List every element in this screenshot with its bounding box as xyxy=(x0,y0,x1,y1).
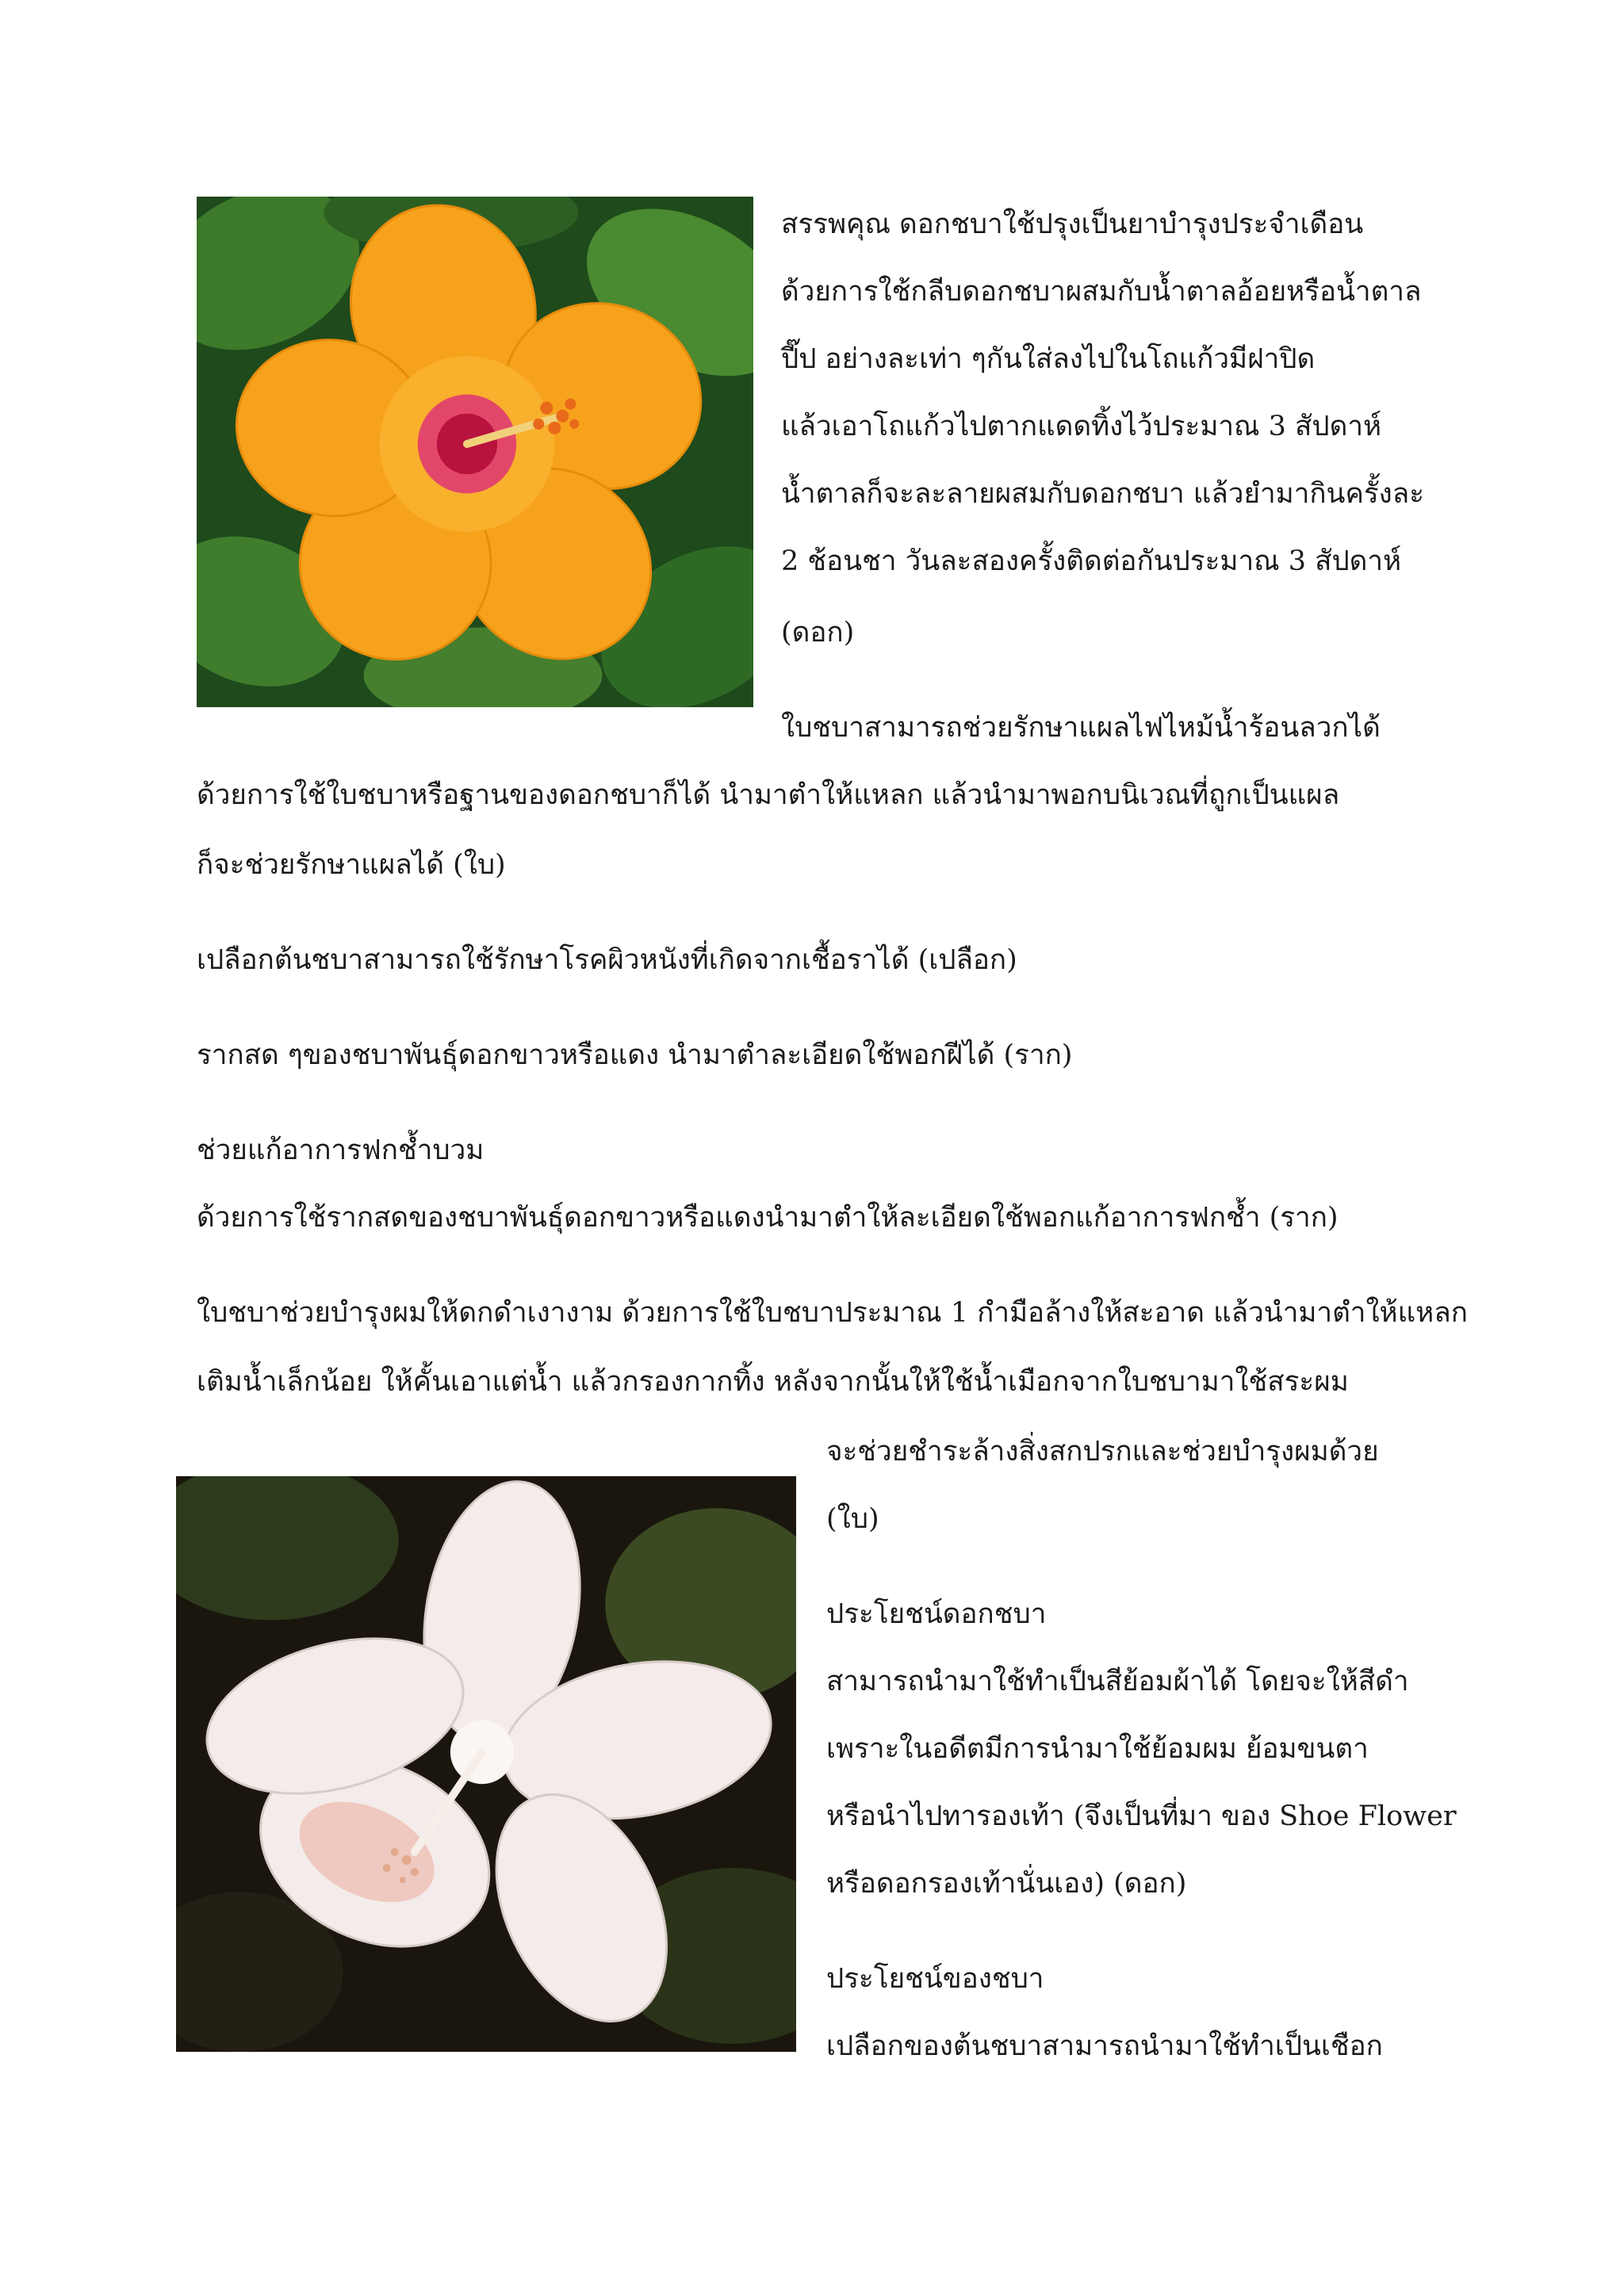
text-line: 2 ช้อนชา วันละสองครั้งติดต่อกันประมาณ 3 สัปดาห์ xyxy=(781,545,1402,577)
text-line: จะช่วยชำระล้างสิ่งสกปรกและช่วยบำรุงผมด้วย xyxy=(826,1436,1379,1468)
text-line: สรรพคุณ ดอกชบาใช้ปรุงเป็นยาบำรุงประจำเดือน xyxy=(781,209,1364,240)
text-line: เพราะในอดีตมีการนำมาใช้ย้อมผม ย้อมขนตา xyxy=(826,1733,1369,1765)
text-line: หรือดอกรองเท้านั่นเอง) (ดอก) xyxy=(826,1868,1187,1900)
text-line: เติมน้ำเล็กน้อย ให้คั้นเอาแต่น้ำ แล้วกรองกากทิ้ง หลังจากนั้นให้ใช้น้ำเมือกจากใบชบามาใช้สระผม xyxy=(197,1366,1349,1398)
text-line: แล้วเอาโถแก้วไปตากแดดทิ้งไว้ประมาณ 3 สัปดาห์ xyxy=(781,411,1382,442)
text-line: ประโยชน์ของชบา xyxy=(826,1963,1044,1995)
text-line: (ใบ) xyxy=(826,1503,879,1535)
text-line: ใบชบาสามารถช่วยรักษาแผลไฟไหม้น้ำร้อนลวกได้ xyxy=(781,712,1381,744)
text-line: สามารถนำมาใช้ทำเป็นสีย้อมผ้าได้ โดยจะให้สีดำ xyxy=(826,1666,1409,1697)
text-line: ด้วยการใช้รากสดของชบาพันธุ์ดอกขาวหรือแดงนำมาตำให้ละเอียดใช้พอกแก้อาการฟกช้ำ (ราก) xyxy=(197,1202,1339,1234)
text-line: ปี๊ป อย่างละเท่า ๆกันใส่ลงไปในโถแก้วมีฝาปิด xyxy=(781,343,1316,375)
text-line: รากสด ๆของชบาพันธุ์ดอกขาวหรือแดง นำมาตำละเอียดใช้พอกฝีได้ (ราก) xyxy=(197,1039,1073,1071)
text-line: เปลือกต้นชบาสามารถใช้รักษาโรคผิวหนังที่เกิดจากเชื้อราได้ (เปลือก) xyxy=(197,944,1017,976)
text-line: ประโยชน์ดอกชบา xyxy=(826,1598,1047,1630)
text-line: ก็จะช่วยรักษาแผลได้ (ใบ) xyxy=(197,849,506,881)
text-line: เปลือกของต้นชบาสามารถนำมาใช้ทำเป็นเชือก xyxy=(826,2030,1383,2062)
white-hibiscus-photo xyxy=(176,1476,796,2052)
text-line: หรือนำไปทารองเท้า (จึงเป็นที่มา ของ Shoe Flower xyxy=(826,1800,1457,1832)
text-line: (ดอก) xyxy=(781,617,855,649)
text-line: ใบชบาช่วยบำรุงผมให้ดกดำเงางาม ด้วยการใช้ใบชบาประมาณ 1 กำมือล้างให้สะอาด แล้วนำมาตำให้แหลก xyxy=(197,1297,1468,1329)
text-line: น้ำตาลก็จะละลายผสมกับดอกชบา แล้วยำมากินครั้งละ xyxy=(781,478,1425,510)
text-line: ด้วยการใช้ใบชบาหรือฐานของดอกชบาก็ได้ นำมาตำให้แหลก แล้วนำมาพอกบนิเวณที่ถูกเป็นแผล xyxy=(197,779,1340,811)
orange-hibiscus-photo xyxy=(197,197,753,707)
text-line: ช่วยแก้อาการฟกช้ำบวม xyxy=(197,1135,485,1166)
text-line: ด้วยการใช้กลีบดอกชบาผสมกับน้ำตาลอ้อยหรือน้ำตาล xyxy=(781,276,1422,308)
